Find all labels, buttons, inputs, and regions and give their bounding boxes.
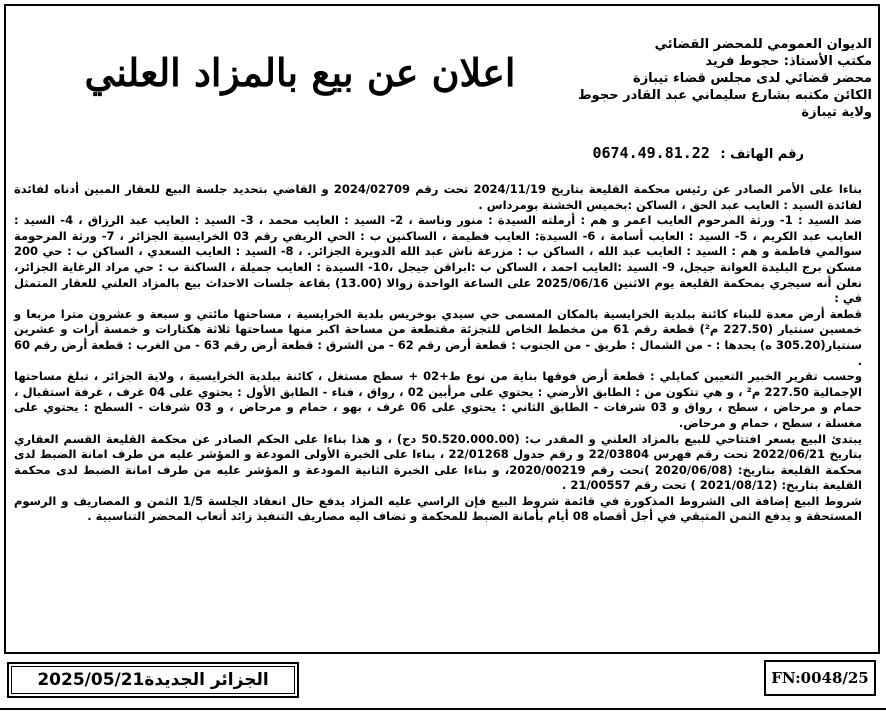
paragraph-opening-price: يبتدئ البيع بسعر افتتاحي للبيع بالمزاد العلني و المقدر ب: (50.520.000.00 دج) ، و هذا بناءا على الحكم الصادر عن محكمة القليعة القسم العقاري بتاريخ 2022/06/21 تحت رقم فهرس 22/03804 و رقم جدول 22/01268 ، بناءا على الخبرة الأولى المودعة و المؤشر عليه من طرف امانة الضبط لدى محكمة القليعة بتاريخ: (2020/06/08 )تحت رقم 2020/00219، و بناءا على الخبرة الثانية المودعة و المؤشر عليه من طرف امانة الضبط لدى محكمة القليعة بتاريخ: (2021/08/12 ) تحت رقم 21/00557 . <box>14 431 863 493</box>
newspaper-box <box>7 662 299 698</box>
phone-number: 0674.49.81.22 <box>592 144 710 162</box>
paragraph-parties: ضد السيد : 1- ورثة المرحوم العايب اعمر و هم : أرملته السيدة : منور وناسة ، 2- السيد : العايب محمد ، 3- السيد : العايب عبد الرزاق ، 4- السيد : العايب عبد الكريم ، 5- السيد : العايب أسامة ، 6- السيدة: العايب فطيمة ، الساكنين ب : الحي الريفي رقم 03 الخرايسية الجزائر ، 7- ورثة المرحومة سوالمي فاطمة و هم : السيد : العايب عبد الله ، الساكن ب : مزرعة ناش عبد الله الدويرة الجزائر. ، 8- السيد : العايب السعدي ، الساكن ب : حي 200 مسكن برج البليدة العوانة جيجل، 9- السيد :العايب احمد ، الساكن ب :ابراقن جيجل ،10- السيدة : العايب جميلة ، الساكنة ب : حي مراد الرغاية الجزائر، نعلن أنه سيجري بمحكمة القليعة يوم الاثنين 2025/06/16 على الساعة الواحدة زوالا (13.00) بقاعة جلسات الاحداث بيع بالمزاد العلني للعقار المتمثل في : <box>14 213 863 306</box>
announcement-body <box>14 182 862 525</box>
paragraph-property: قطعة أرض معدة للبناء كائنة ببلدية الخرايسية بالمكان المسمى حي سيدي بوخريس بلدية الخرايسية ، مساحتها مائتي و سبعة و عشرون مترا مربعا و خمسين سنتيار (227.50 م²) قطعة رقم 61 من مخطط الخاص للتجزئة مقتطعة من مساحة اكبر منها مساحتها ثلاثة هكتارات و خمسة أرات و عشرين سنتيار(305.20 ه) يحدها : - من الشمال : طريق - من الجنوب : قطعة أرض رقم 62 - من الشرق : قطعة أرض رقم 63 - من الغرب : قطعة أرض رقم 60 . <box>14 306 862 368</box>
newspaper-name: الجزائر الجديدة <box>144 670 269 690</box>
announcement-title: اعلان عن بيع بالمزاد العلني <box>84 50 516 95</box>
office-line-4: الكائن مكتبه بشارع سليماني عبد القادر حجوط <box>578 88 872 103</box>
bottom-rule <box>0 708 886 710</box>
phone-line <box>592 144 804 162</box>
paragraph-expert-report: وحسب تقرير الخبير التعيين كمايلي : قطعة أرض فوقها بناية من نوع ط+02 + سطح مستغل ، كائنة ببلدية الخرايسية ، ولاية الجزائر ، تبلغ مساحتها الإجمالية 227.50 م² ، و هي تتكون من : الطابق الأرضي : يحتوي على مرأبين 02 ، رواق ، فناء - الطابق الأول : يحتوي على 04 غرف ، غرفة استقبال ، حمام و مرحاض ، سطح ، رواق و 03 شرفات - الطابق الثاني : يحتوي على 06 غرف ، بهو ، حمام و مرحاض ، و 03 شرفات - السطح : يحتوي على مغسلة ، سطح ، حمام و مرحاض. <box>14 369 863 430</box>
paragraph-sale-conditions: شروط البيع إضافة الى الشروط المذكورة في قائمة شروط البيع فإن الراسي عليه المزاد يدفع حال انعقاد الجلسة 1/5 الثمن و المصاريف و الرسوم المستحقة و يدفع الثمن المتبقي في أجل أقصاه 08 أيام بأمانة الضبط للمحكمة و تضاف اليه مصاريف التنفيذ زائد أتعاب المحضر التناسبية . <box>14 493 862 524</box>
office-line-3: محضر قضائي لدى مجلس قضاء تيبازة <box>633 71 872 86</box>
phone-label: رقم الهاتف : <box>720 147 804 162</box>
paragraph-order: بناءا على الأمر الصادر عن رئيس محكمة القليعة بتاريخ 2024/11/19 تحت رقم 2024/02709 و القاضي بتحديد جلسة البيع للعقار المبين أدناه لفائدة لفائدة السيد : العايب عبد الحق ، الساكن :بخميس الخشنة بومرداس . <box>14 182 862 212</box>
publication-date: 2025/05/21 <box>37 670 145 690</box>
office-line-2: مكتب الأستاذ: حجوط فريد <box>705 54 872 69</box>
office-line-5: ولاية تيبازة <box>801 105 872 120</box>
reference-box: FN:0048/25 <box>764 660 876 696</box>
office-line-1: الديوان العمومي للمحضر القضائي <box>654 37 872 52</box>
newspaper-box-inner <box>11 666 295 694</box>
